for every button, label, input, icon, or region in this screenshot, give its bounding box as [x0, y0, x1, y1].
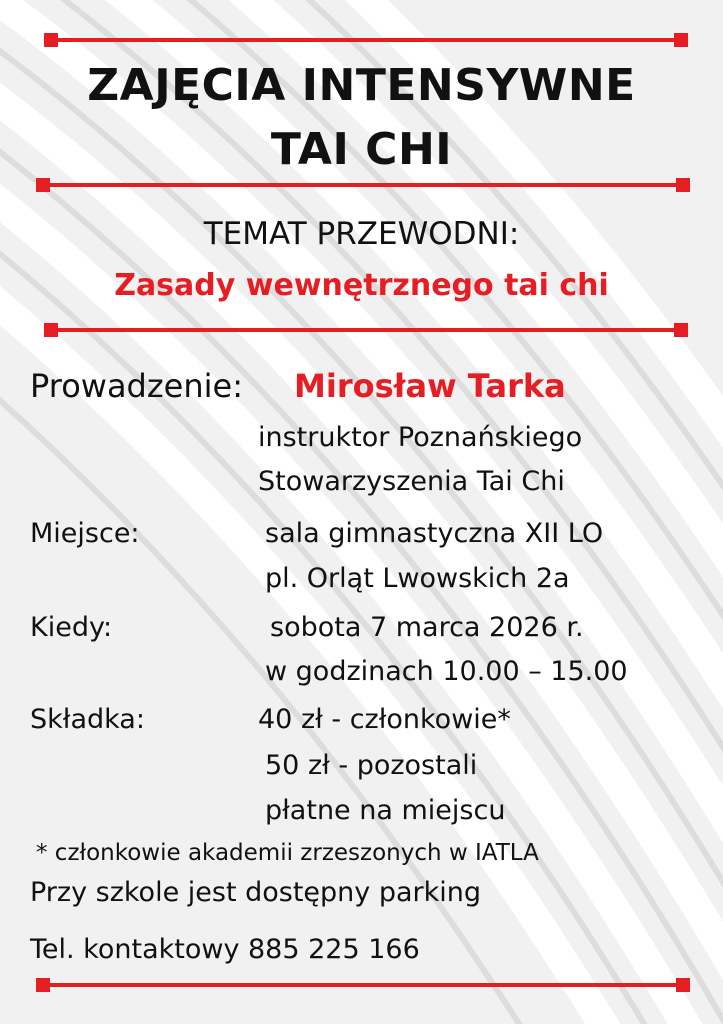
fee-label: Składka:	[30, 704, 145, 735]
contact-phone: Tel. kontaktowy 885 225 166	[30, 934, 420, 965]
divider-cap-right	[676, 978, 690, 992]
instructor-role-line2: Stowarzyszenia Tai Chi	[258, 466, 565, 497]
page-title-line2: TAI CHI	[270, 124, 453, 175]
when-line2: w godzinach 10.00 – 15.00	[265, 656, 628, 687]
when-label: Kiedy:	[30, 612, 113, 643]
place-line2: pl. Orląt Lwowskich 2a	[265, 563, 570, 594]
instructor-label: Prowadzenie:	[30, 367, 243, 405]
theme-divider	[46, 328, 686, 332]
parking-info: Przy szkole jest dostępny parking	[30, 877, 482, 908]
footnote: * członkowie akademii zrzeszonych w IATLA	[36, 840, 539, 866]
divider-cap-right	[676, 178, 690, 192]
divider-cap-right	[674, 323, 688, 337]
place-line1: sala gimnastyczna XII LO	[265, 518, 604, 549]
theme-value: Zasady wewnętrznego tai chi	[114, 268, 609, 303]
bottom-divider	[38, 983, 688, 987]
fee-line3: płatne na miejscu	[265, 795, 506, 826]
divider-cap-left	[36, 978, 50, 992]
theme-label: TEMAT PRZEWODNI:	[203, 216, 520, 252]
title-divider	[38, 183, 688, 187]
page-title-line1: ZAJĘCIA INTENSYWNE	[87, 60, 636, 111]
instructor-role-line1: instruktor Poznańskiego	[258, 422, 583, 453]
fee-line1: 40 zł - członkowie*	[258, 704, 511, 735]
instructor-name: Mirosław Tarka	[294, 367, 566, 405]
when-line1: sobota 7 marca 2026 r.	[270, 612, 584, 643]
top-divider	[46, 38, 686, 42]
divider-cap-left	[44, 33, 58, 47]
place-label: Miejsce:	[30, 518, 140, 549]
divider-cap-left	[36, 178, 50, 192]
divider-cap-right	[674, 33, 688, 47]
fee-line2: 50 zł - pozostali	[265, 750, 478, 781]
divider-cap-left	[44, 323, 58, 337]
